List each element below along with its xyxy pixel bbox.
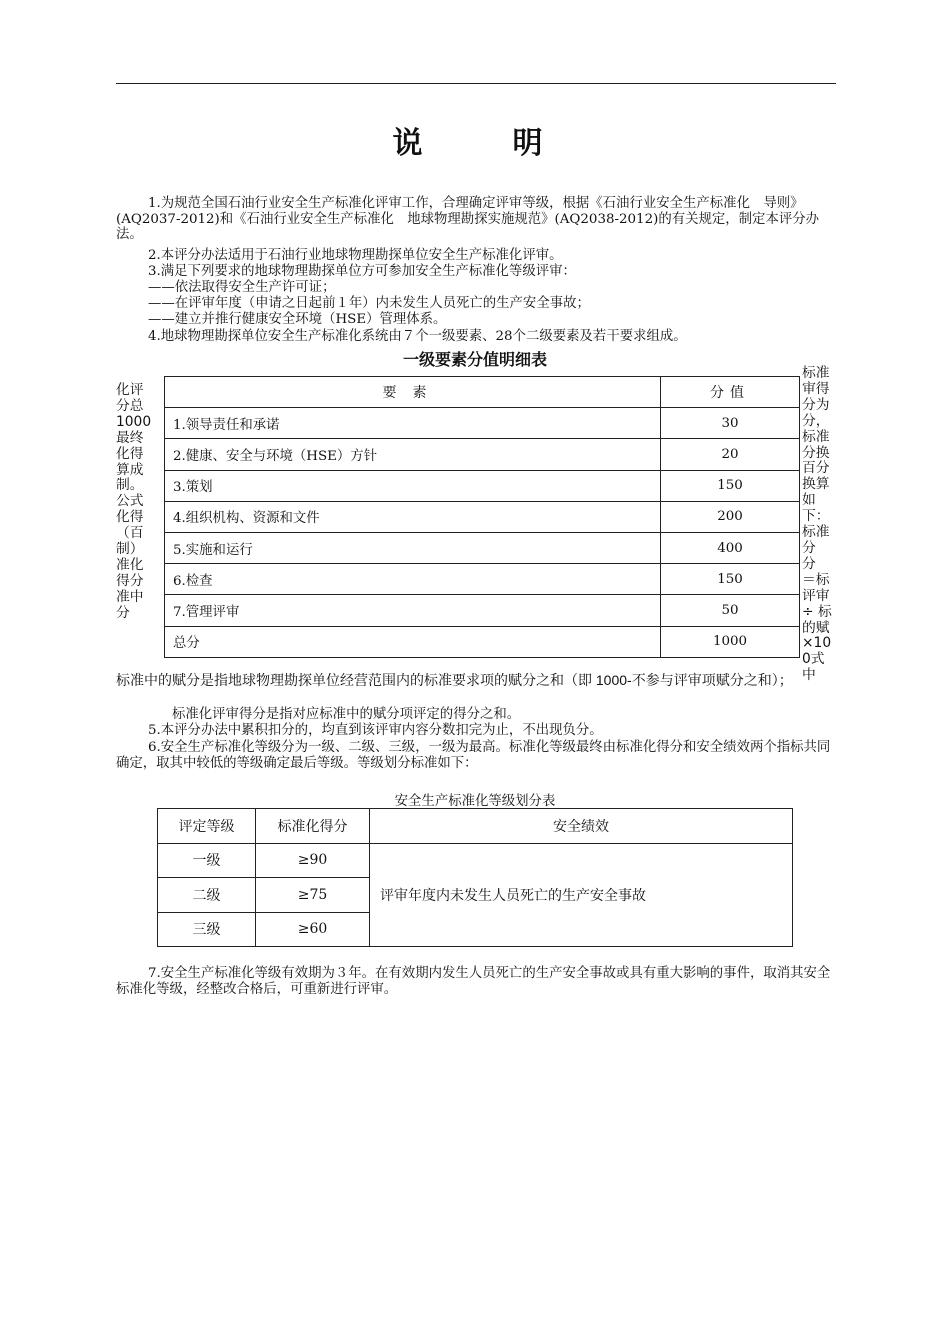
element-cell: 1.领导责任和承诺 — [165, 408, 661, 439]
right-side-column: 标准审得分为分，标准分换百分换算如下：标准分 分 ＝标评审÷ 标的赋×100式中 — [802, 365, 832, 684]
table1-title: 一级要素分值明细表 — [402, 350, 547, 369]
paragraph-4: 4.地球物理勘探单位安全生产标准化系统由７个一级要素、28个二级要素及若干要求组成。 — [148, 329, 687, 344]
element-cell: 7.管理评审 — [165, 595, 661, 626]
column-header-level: 评定等级 — [158, 809, 256, 844]
paragraph-3b: ——在评审年度（申请之日起前１年）内未发生人员死亡的生产安全事故； — [148, 296, 590, 311]
score-cell: 150 — [661, 470, 800, 501]
level-cell: 三级 — [158, 912, 256, 947]
score-cell: 50 — [661, 595, 800, 626]
column-header-element: 要素 — [165, 377, 661, 408]
grade-table — [157, 808, 793, 947]
score-cell: 200 — [661, 501, 800, 532]
level-cell: 二级 — [158, 878, 256, 913]
column-header-score: 标准化得分 — [256, 809, 370, 844]
paragraph-5: 5.本评分办法中累积扣分的，均直到该评审内容分数扣完为止，不出现负分。 — [148, 723, 603, 738]
element-score-table — [164, 376, 800, 658]
element-cell: 3.策划 — [165, 470, 661, 501]
table-row-total — [165, 626, 800, 657]
paragraph-6: 6.安全生产标准化等级分为一级、二级、三级，一级为最高。标准化等级最终由标准化得分和安全绩效两个指标共同确定，取其中较低的等级确定最后等级。等级划分标准如下： — [116, 740, 831, 771]
table-row — [165, 408, 800, 439]
score-cell: ≥75 — [256, 878, 370, 913]
left-side-column: 化评分总1000最终化得算成制。公式 化得（百制）准化得分准中分 — [116, 382, 158, 621]
table-row — [165, 595, 800, 626]
table2-caption: 安全生产标准化等级划分表 — [394, 794, 556, 809]
paragraph-after-2: 标准化评审得分是指对应标准中的赋分项评定的得分之和。 — [172, 707, 521, 722]
element-cell: 总分 — [165, 626, 661, 657]
score-cell: 30 — [661, 408, 800, 439]
table-row — [158, 843, 793, 878]
header-rule — [116, 83, 836, 84]
score-cell: ≥90 — [256, 843, 370, 878]
paragraph-1: 1.为规范全国石油行业安全生产标准化评审工作，合理确定评审等级，根据《石油行业安全生产标准化 导则》(AQ2037-2012)和《石油行业安全生产标准化 地球物理勘探实施规范》(AQ2038-2012)的有关规定，制定本评分办法。 — [116, 196, 820, 243]
paragraph-3a: ——依法取得安全生产许可证； — [148, 280, 336, 295]
element-cell: 6.检查 — [165, 564, 661, 595]
element-cell: 5.实施和运行 — [165, 532, 661, 563]
paragraph-3c: ——建立并推行健康安全环境（HSE）管理体系。 — [148, 312, 447, 327]
table-header-row — [158, 809, 793, 844]
element-cell: 2.健康、安全与环境（HSE）方针 — [165, 439, 661, 470]
paragraph-3: 3.满足下列要求的地球物理勘探单位方可参加安全生产标准化等级评审： — [148, 264, 576, 279]
column-header-performance: 安全绩效 — [370, 809, 793, 844]
paragraph-2: 2.本评分办法适用于石油行业地球物理勘探单位安全生产标准化评审。 — [148, 248, 563, 263]
paragraph-7: 7.安全生产标准化等级有效期为３年。在有效期内发生人员死亡的生产安全事故或具有重大影响的事件，取消其安全标准化等级，经整改合格后，可重新进行评审。 — [116, 966, 831, 997]
table-row — [165, 501, 800, 532]
page-title: 说 明 — [392, 126, 573, 161]
table-row — [165, 532, 800, 563]
table-header-row — [165, 377, 800, 408]
table-row — [165, 470, 800, 501]
score-cell: 1000 — [661, 626, 800, 657]
column-header-score: 分值 — [661, 377, 800, 408]
paragraph-after-1: 标准中的赋分是指地球物理勘探单位经营范围内的标准要求项的赋分之和（即 1000-不参与评审项赋分之和）； — [116, 672, 793, 688]
performance-cell: 评审年度内未发生人员死亡的生产安全事故 — [370, 843, 793, 947]
score-cell: 400 — [661, 532, 800, 563]
score-cell: ≥60 — [256, 912, 370, 947]
table-row — [165, 439, 800, 470]
element-cell: 4.组织机构、资源和文件 — [165, 501, 661, 532]
score-cell: 150 — [661, 564, 800, 595]
level-cell: 一级 — [158, 843, 256, 878]
score-cell: 20 — [661, 439, 800, 470]
table-row — [165, 564, 800, 595]
